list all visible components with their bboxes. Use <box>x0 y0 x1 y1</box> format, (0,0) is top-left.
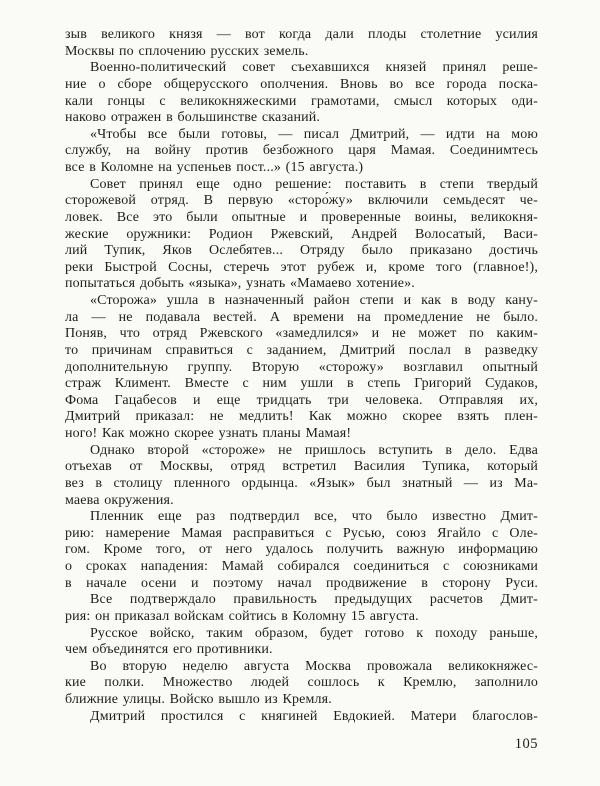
text-line: отъехав от Москвы, отряд встретил Василия Тупика, который <box>65 459 538 475</box>
text-line: попытаться добыть «языка», узнать «Мамаево хотение». <box>65 276 415 292</box>
text-line: ного! Как можно скорее узнать планы Мамая! <box>65 426 352 441</box>
text-line: ла — не подавала вестей. А времени на промедление не было. <box>65 309 538 325</box>
text-line: сторожевой отряд. В первую «сторо́жу» включили семьдесят че- <box>65 193 538 209</box>
text-line: кие полки. Множество людей сошлось к Кремлю, заполнило <box>65 675 538 691</box>
text-line: то причинам справиться с заданием, Дмитрий послал в разведку <box>65 342 538 358</box>
text-line: Фома Гацабесов и еще тридцать три человека. Отправляя их, <box>65 392 538 408</box>
text-line: Поняв, что отряд Ржевского «замедлился» и не может по каким- <box>65 326 538 342</box>
text-line: наково отражен в большинстве сказаний. <box>65 110 321 126</box>
text-line: ловек. Все это были опытные и проверенные воины, великокня- <box>65 209 538 225</box>
text-block <box>65 27 538 725</box>
text-line: рия: он приказал войскам сойтись в Коломну 15 августа. <box>65 608 419 624</box>
text-line: Однако второй «стороже» не пришлось вступить в дело. Едва <box>90 442 538 458</box>
text-line: рию: намерение Мамая расправиться с Русью, союз Ягайло с Оле- <box>65 525 538 541</box>
text-line: гом. Кроме того, от него удалось получить важную информацию <box>65 542 538 558</box>
text-line: Дмитрий простился с княгиней Евдокией. Матери благослов- <box>90 708 538 724</box>
text-line: кали гонцы с великокняжескими грамотами, смысл которых оди- <box>65 93 538 109</box>
text-line: о сроках нападения: Мамай собирался соединиться с союзниками <box>65 559 538 574</box>
text-line: Дмитрий приказал: не медлить! Как можно скорее взять плен- <box>65 409 538 425</box>
text-line: все в Коломне на успеньев пост...» (15 августа.) <box>65 160 364 175</box>
text-line: Русское войско, таким образом, будет готово к походу раньше, <box>90 625 538 641</box>
text-line: чем объединятся его противники. <box>65 642 273 658</box>
text-line: Военно-политический совет съехавшихся князей принял реше- <box>90 60 538 76</box>
text-line: службу, на войну против безбожного царя Мамая. Соединимтесь <box>65 143 538 159</box>
text-line: в начале осени и поэтому начал продвижение в сторону Руси. <box>65 575 538 591</box>
text-line: жеские оружники: Родион Ржевский, Андрей Волосатый, Васи- <box>65 226 538 242</box>
text-line: Во вторую неделю августа Москва провожала великокняжес- <box>90 658 538 674</box>
text-line: Все подтверждало правильность предыдущих расчетов Дмит- <box>90 592 538 608</box>
text-line: «Чтобы все были готовы, — писал Дмитрий, — идти на мою <box>90 126 538 142</box>
text-line: Совет принял еще одно решение: поставить в степи твердый <box>90 176 538 192</box>
text-line: ближние улицы. Войско вышло из Кремля. <box>65 692 332 707</box>
text-line: маева окружения. <box>65 492 174 508</box>
text-line: лий Тупик, Яков Ослебятев... Отряду было приказано достичь <box>65 243 538 259</box>
text-line: реки Быстрой Сосны, стеречь этот рубеж и, кроме того (главное!), <box>65 259 538 275</box>
text-line: страж Климент. Вместе с ним ушли в степь Григорий Судаков, <box>65 376 538 392</box>
text-line: Пленник еще раз подтвердил все, что было известно Дмит- <box>90 509 538 525</box>
text-line: Москвы по сплочению русских земель. <box>65 43 309 59</box>
text-line: ние о сборе общерусского ополчения. Вновь во все города поска- <box>65 76 538 92</box>
text-line: дополнительную группу. Вторую «сторожу» возглавил опытный <box>65 359 538 375</box>
text-line: вез в столицу пленного ордынца. «Язык» был знатный — из Ма- <box>65 475 538 491</box>
text-line: «Сторожа» ушла в назначенный район степи и как в воду кану- <box>90 293 538 308</box>
page-number: 105 <box>514 736 538 752</box>
text-line: зыв великого князя — вот когда дали плоды столетние усилия <box>65 27 538 42</box>
